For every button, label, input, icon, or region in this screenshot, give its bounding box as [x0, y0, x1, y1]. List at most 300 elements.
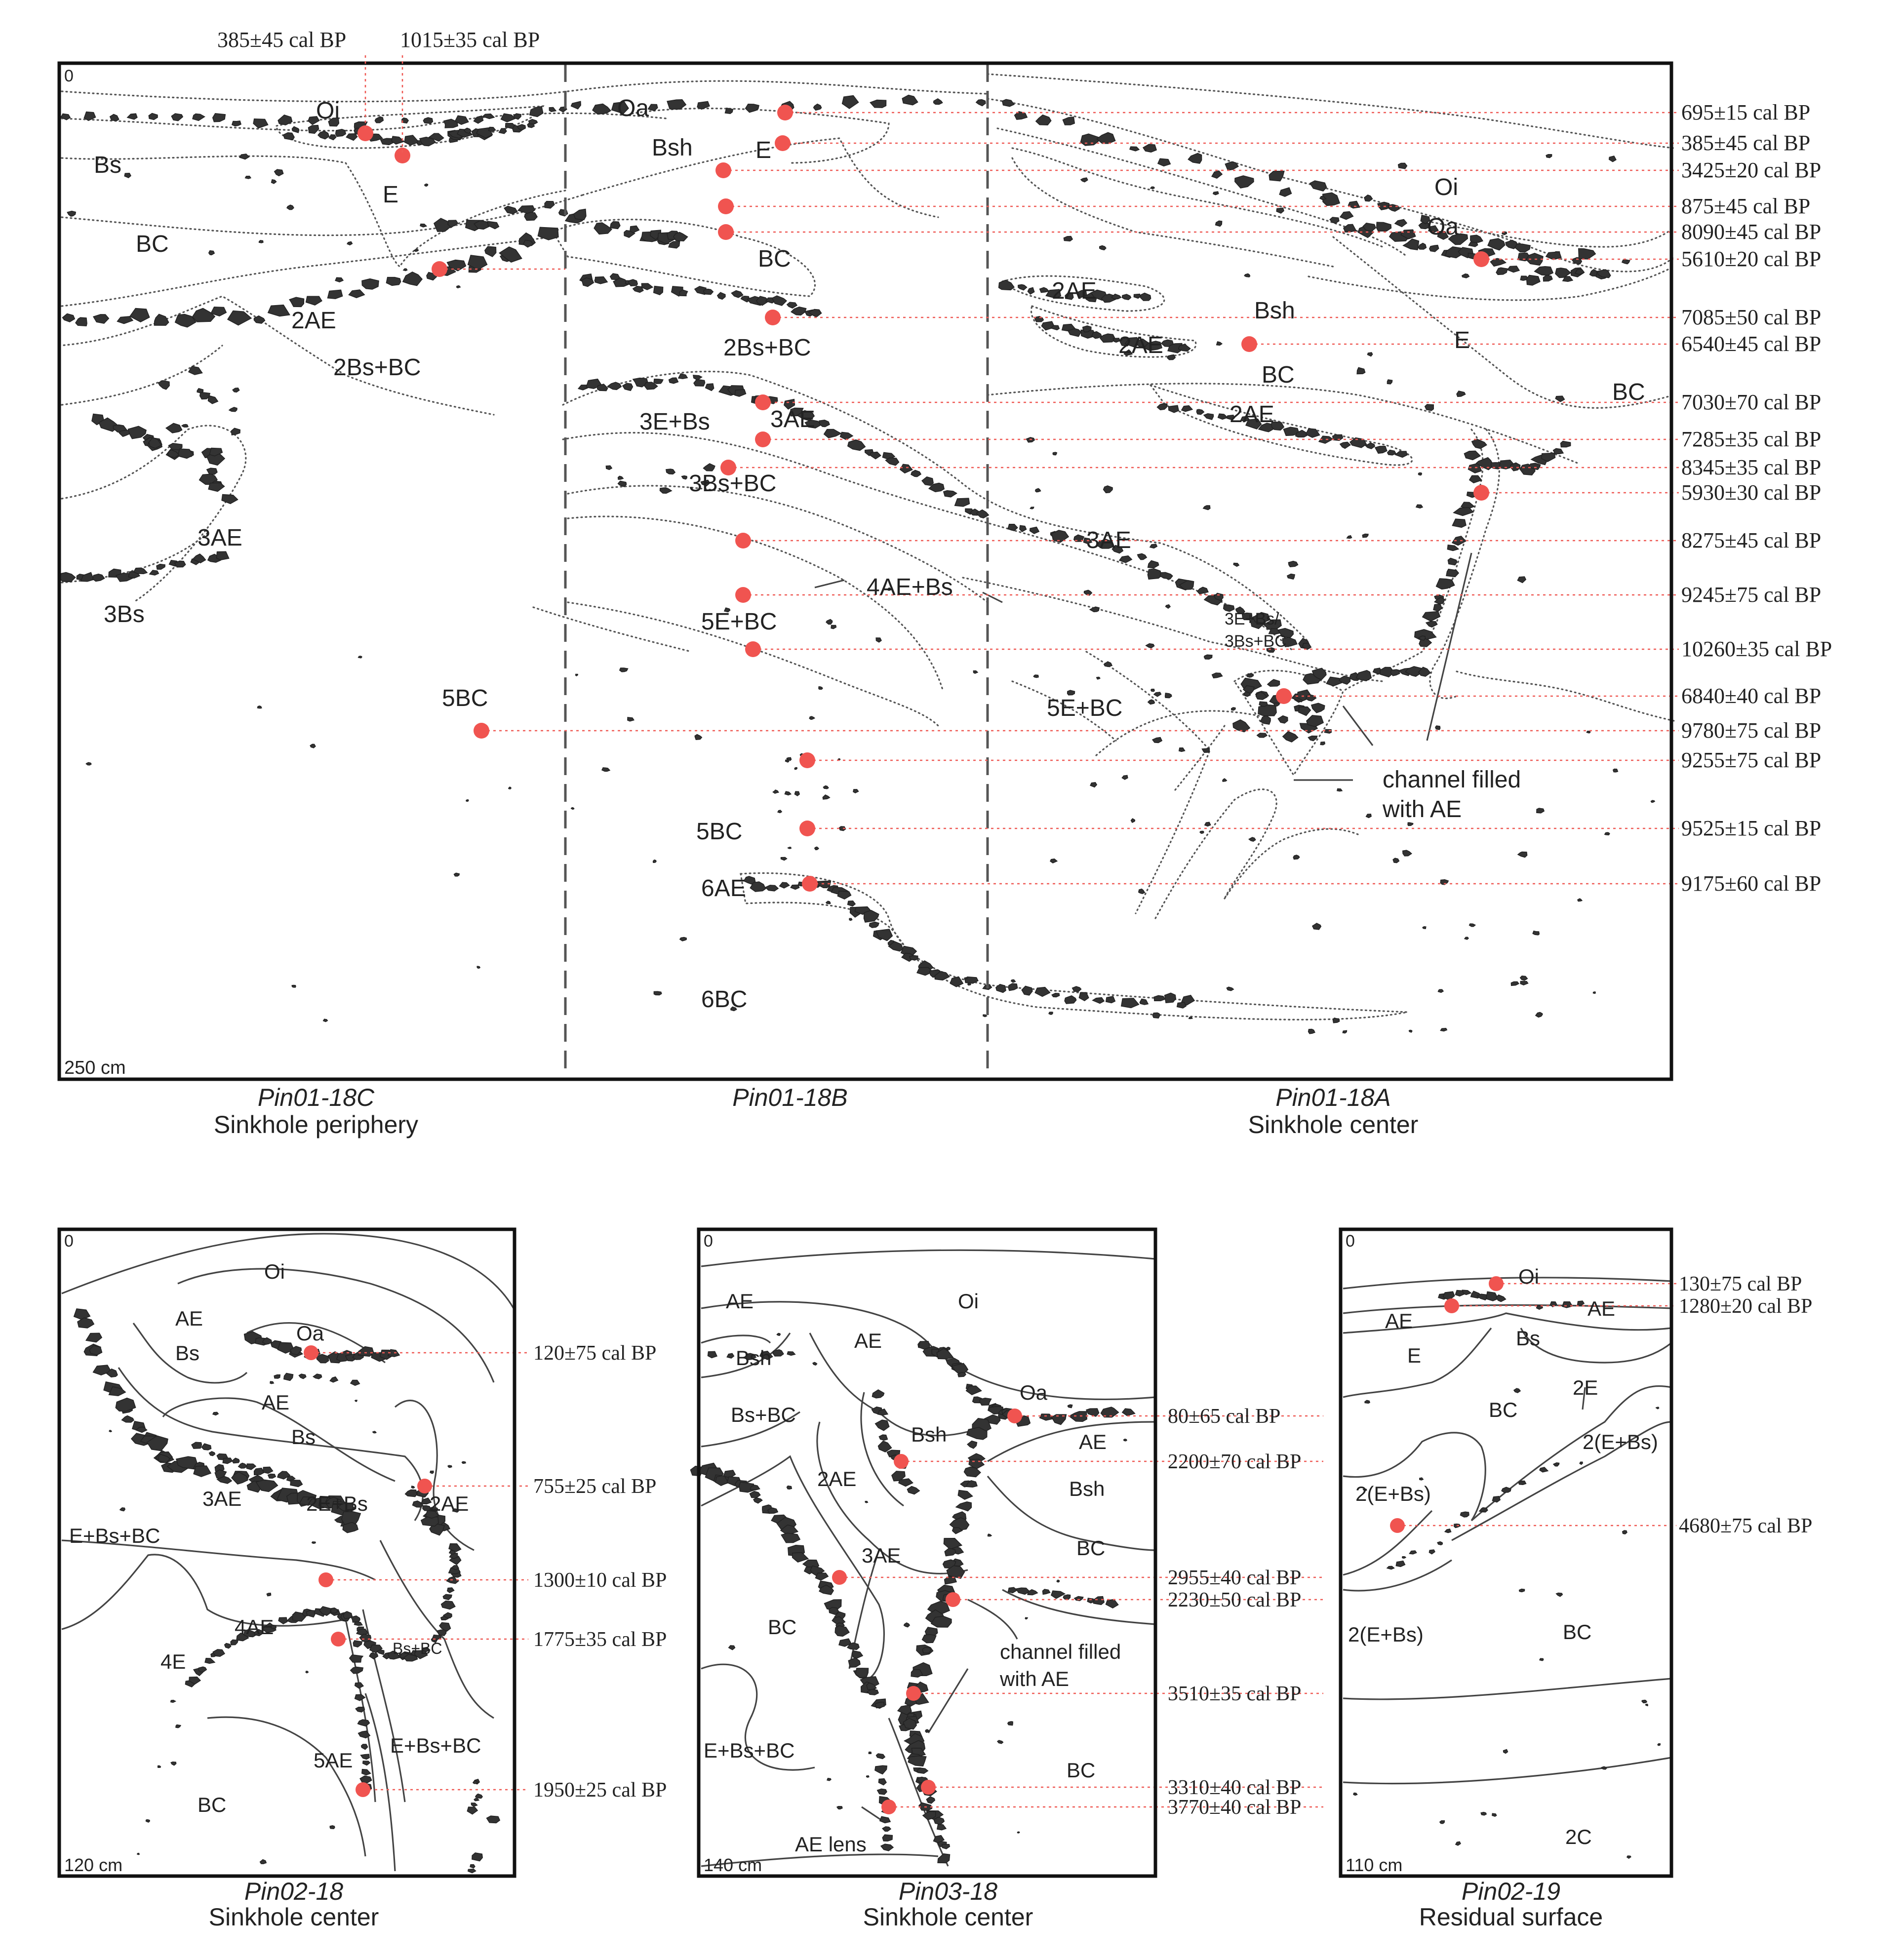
stone [1130, 147, 1139, 151]
sample-point [832, 1570, 847, 1585]
stone [1344, 224, 1356, 232]
stone [973, 671, 978, 673]
stone [1072, 986, 1081, 991]
stone [628, 717, 634, 721]
sample-point [946, 1592, 960, 1607]
horizon-label: Bs+BC [731, 1403, 796, 1426]
pin02-18-frame [59, 1229, 515, 1876]
stone [1052, 993, 1059, 997]
horizon-label: 2AE [291, 308, 336, 334]
stone [1216, 221, 1222, 226]
horizon-label: E+Bs+BC [69, 1524, 160, 1547]
stone [93, 574, 105, 582]
stone [474, 1798, 479, 1801]
stone [1457, 391, 1466, 396]
horizon-label: Oi [316, 98, 340, 124]
stone [908, 1756, 926, 1766]
stone [867, 1776, 869, 1778]
stone [1515, 244, 1530, 252]
stone [76, 317, 87, 326]
stone [780, 882, 790, 888]
stone [229, 407, 237, 412]
stone [852, 1651, 863, 1658]
stone [361, 1754, 370, 1759]
panel-pin02-19 [1341, 1229, 1812, 1931]
stone [1299, 707, 1310, 716]
stone [669, 241, 680, 248]
stone [356, 1707, 364, 1712]
date-label: 7030±70 cal BP [1681, 390, 1822, 414]
stone [468, 1869, 476, 1873]
date-label: 8275±45 cal BP [1681, 528, 1822, 552]
stone [976, 100, 986, 106]
stone [346, 134, 357, 141]
sample-point [775, 135, 791, 151]
stone [425, 184, 428, 186]
stone [1642, 1700, 1647, 1703]
stone [1244, 274, 1250, 277]
stone [158, 1765, 161, 1767]
sample-point [881, 1800, 896, 1814]
stone [1196, 409, 1204, 415]
stone [423, 118, 433, 123]
sample-point [1473, 251, 1489, 267]
stone [377, 1650, 384, 1655]
sample-point [356, 1782, 370, 1797]
horizon-label: Bsh [736, 1346, 772, 1370]
sample-point [799, 752, 815, 768]
stone [349, 290, 364, 298]
stone [1090, 607, 1099, 612]
stone [1020, 525, 1027, 532]
stone [1217, 342, 1222, 345]
stone [1247, 674, 1254, 677]
stone [287, 205, 294, 209]
stone [290, 1480, 302, 1487]
stone [1593, 992, 1595, 994]
stone [781, 858, 787, 861]
sample-point [755, 394, 771, 410]
stone [870, 452, 881, 459]
stone [549, 108, 556, 112]
stone [362, 1769, 371, 1775]
stone [877, 1789, 887, 1794]
pin02-18-depth-bottom: 120 cm [64, 1855, 123, 1875]
channel-note-line2: with AE [1383, 796, 1462, 823]
stone [1011, 980, 1016, 982]
stone [331, 1608, 338, 1613]
stone [483, 114, 495, 119]
stone [1288, 561, 1298, 567]
stone [1269, 171, 1284, 181]
stone [1249, 837, 1255, 841]
horizon-label: 2AE [430, 1492, 469, 1515]
horizon-label: AE [175, 1307, 203, 1330]
stone [1008, 983, 1018, 990]
stone [1028, 1590, 1037, 1595]
stone [476, 1794, 482, 1799]
stone [842, 96, 859, 109]
stone [1464, 451, 1480, 460]
sample-point [318, 1572, 333, 1587]
stone [1447, 545, 1458, 551]
stone [1081, 134, 1099, 146]
stone [268, 305, 290, 316]
horizon-label: 2Bs+BC [723, 335, 811, 361]
stone [1068, 1405, 1072, 1408]
horizon-label: Oa [617, 95, 649, 121]
stone [1579, 249, 1596, 259]
stone [1519, 1481, 1526, 1485]
stone [213, 1649, 225, 1656]
stone [1154, 692, 1161, 697]
sample-point [718, 198, 734, 214]
horizon-label: 4E [160, 1650, 186, 1673]
stone [1463, 1290, 1471, 1294]
stone [299, 1374, 306, 1379]
stone [134, 568, 147, 574]
stone [934, 99, 943, 105]
stone [1469, 475, 1482, 483]
horizon-label: AE [1587, 1297, 1616, 1320]
pin03-18-horizon-labels [704, 1290, 1121, 1856]
horizon-label: 4AE [235, 1615, 274, 1639]
stone [826, 901, 831, 904]
stone [473, 1781, 477, 1784]
horizon-label: 2AE [1052, 278, 1097, 304]
stone [313, 1374, 321, 1379]
stone [1035, 987, 1050, 997]
horizon-label: 2AE [817, 1467, 857, 1490]
stone [750, 1491, 760, 1498]
stone [1488, 238, 1505, 250]
stone [1261, 715, 1270, 724]
stone [1456, 1841, 1461, 1845]
stone [284, 1373, 293, 1381]
horizon-label: 2Bs+BC [333, 354, 421, 381]
stone [529, 119, 538, 124]
stone [911, 470, 921, 477]
stone [1348, 201, 1359, 208]
stone [629, 279, 637, 286]
stone [208, 483, 224, 492]
stone [1063, 1595, 1070, 1600]
stone [1151, 689, 1154, 692]
stone [194, 1466, 211, 1477]
stone [466, 800, 469, 802]
date-label: 755±25 cal BP [533, 1475, 657, 1498]
stone [876, 1754, 885, 1759]
sample-point [921, 1780, 936, 1795]
sample-point [718, 224, 734, 240]
stone [1609, 156, 1616, 162]
stone [110, 115, 119, 121]
stone [1470, 235, 1483, 242]
stone [1068, 329, 1081, 337]
stone [1556, 1593, 1563, 1597]
stone [137, 1853, 139, 1855]
stone [814, 104, 822, 111]
stone [1043, 1589, 1050, 1594]
stone [902, 95, 918, 105]
top-depth-bottom: 250 cm [64, 1058, 126, 1078]
stone [1555, 396, 1564, 402]
date-label: 3425±20 cal BP [1681, 158, 1822, 182]
stone [1517, 577, 1526, 583]
stone [942, 1844, 950, 1849]
stone [403, 269, 407, 271]
stone [1540, 1467, 1548, 1472]
date-label: 5610±20 cal BP [1681, 247, 1822, 271]
stone [1148, 700, 1155, 704]
stone [922, 1647, 931, 1653]
sample-point [1473, 485, 1489, 501]
date-label: 875±45 cal BP [1681, 194, 1811, 218]
horizon-label: E [1407, 1344, 1422, 1367]
stone [1353, 1793, 1357, 1796]
stone [355, 1683, 363, 1688]
stone [669, 378, 678, 384]
stone [946, 1347, 950, 1350]
stone [1311, 703, 1325, 713]
horizon-label: AE [262, 1391, 290, 1414]
stone [1605, 832, 1610, 835]
horizon-label: 6BC [701, 986, 748, 1013]
stone [1365, 1400, 1370, 1403]
stone [950, 977, 963, 986]
stone [787, 302, 797, 308]
stone [870, 922, 879, 928]
stone [93, 314, 109, 323]
stone [1429, 1550, 1435, 1554]
stone [318, 131, 329, 139]
stone [729, 1646, 735, 1650]
stone [109, 1430, 112, 1432]
panel-pin03-18 [690, 1229, 1323, 1931]
horizon-label: 5AE [314, 1749, 353, 1772]
sample-point [735, 533, 751, 549]
stone [917, 1768, 928, 1773]
stone [679, 290, 687, 296]
stone [870, 100, 886, 108]
pin02-18-boundaries [62, 1234, 514, 1871]
stone [791, 307, 806, 315]
stone [78, 1318, 94, 1328]
stone [1658, 1744, 1661, 1746]
stone [485, 246, 496, 257]
stone [1375, 446, 1387, 454]
date-label: 10260±35 cal BP [1681, 637, 1832, 661]
stone [938, 1854, 950, 1863]
stone [1388, 380, 1392, 384]
horizon-label: AE [854, 1329, 882, 1352]
stone [247, 1464, 256, 1470]
stone [1486, 1292, 1498, 1301]
stone [1124, 1439, 1127, 1441]
stone [1492, 1496, 1500, 1502]
stone [355, 1622, 362, 1626]
stone [470, 1865, 475, 1868]
stone [63, 313, 75, 322]
stone [1235, 176, 1254, 188]
stone [826, 620, 833, 625]
stone [1197, 587, 1208, 594]
stone [232, 428, 240, 435]
pin03-18-date-labels [1168, 1405, 1301, 1819]
stone [171, 114, 183, 121]
horizon-label: 3E+Bs/ [1225, 610, 1279, 628]
stone [979, 1398, 991, 1406]
stone [869, 1752, 871, 1754]
pin02-19-code: Pin02-19 [1461, 1878, 1561, 1905]
horizon-label: 3Bs+BC [689, 470, 777, 497]
stone [1273, 703, 1279, 706]
stone [306, 1671, 308, 1673]
stone [404, 135, 419, 145]
stone [81, 573, 94, 582]
stone [900, 464, 912, 473]
stone [1030, 527, 1039, 534]
stone [328, 290, 343, 299]
stone [1438, 989, 1444, 992]
stone [1536, 1012, 1543, 1017]
horizon-label: BC [1563, 1620, 1592, 1644]
pin02-19-horizon-labels [1348, 1265, 1658, 1848]
stone [1362, 534, 1368, 538]
stone [330, 1377, 338, 1382]
stone [1310, 181, 1327, 191]
stone [837, 1806, 842, 1809]
stone [840, 432, 853, 439]
stone [1287, 574, 1295, 580]
stone [682, 476, 687, 479]
stone [875, 1420, 889, 1431]
horizon-label: 5E+BC [1047, 695, 1123, 721]
stone [228, 311, 251, 325]
stone [363, 1761, 370, 1765]
stone [1518, 852, 1527, 858]
stone [955, 498, 970, 507]
stone [1093, 998, 1104, 1004]
stone [968, 983, 971, 985]
date-label: 4680±75 cal BP [1679, 1515, 1813, 1537]
stone [1409, 1030, 1412, 1032]
stone [1090, 783, 1097, 787]
stone [154, 314, 168, 325]
stone [270, 1381, 274, 1384]
stone [602, 768, 610, 772]
stone [746, 104, 759, 113]
pin02-18-date-labels [533, 1342, 667, 1802]
sample-point [432, 261, 447, 277]
stone [454, 873, 460, 876]
stone [988, 1534, 992, 1536]
stone [1153, 1013, 1160, 1018]
stone [193, 309, 215, 322]
stone [209, 1451, 215, 1456]
stone [312, 1542, 316, 1543]
stone [411, 1486, 414, 1489]
date-label: 1775±35 cal BP [533, 1628, 667, 1651]
stone [853, 789, 859, 793]
date-label: 9525±15 cal BP [1681, 816, 1822, 840]
stone [477, 966, 480, 968]
stone [1504, 1750, 1508, 1754]
stone [1227, 987, 1233, 991]
stone [1231, 707, 1235, 710]
stone [872, 1390, 884, 1398]
stone [201, 1444, 211, 1450]
stone [344, 1611, 353, 1619]
stone [1165, 693, 1172, 698]
stone [146, 1820, 150, 1822]
stone [441, 1601, 455, 1609]
stone [1546, 155, 1551, 158]
stone [373, 1431, 376, 1433]
stone [1148, 569, 1161, 579]
stone [1622, 260, 1630, 264]
stone [653, 860, 656, 863]
stone [1097, 677, 1100, 679]
stone [487, 221, 499, 229]
horizon-label: 5BC [442, 685, 488, 711]
stone [353, 1641, 362, 1647]
stone [1540, 1658, 1544, 1661]
stone [1035, 488, 1041, 492]
date-label: 7085±50 cal BP [1681, 305, 1822, 329]
stone [1627, 1856, 1631, 1858]
stone [1546, 252, 1561, 260]
stone [1258, 705, 1276, 716]
stone [1409, 1551, 1416, 1554]
stone [1212, 171, 1222, 178]
stone [1553, 1463, 1559, 1466]
stone [351, 1380, 359, 1386]
stone [727, 1353, 734, 1358]
stone [1514, 1388, 1520, 1393]
stone [875, 1765, 887, 1774]
stone [1166, 605, 1170, 608]
stone [731, 291, 743, 298]
stone [607, 382, 621, 390]
stone [1202, 748, 1210, 753]
stone [704, 289, 713, 294]
stone [223, 1458, 233, 1464]
top-depth-top: 0 [64, 67, 74, 85]
stone [594, 223, 612, 234]
date-label: 1300±10 cal BP [533, 1569, 667, 1592]
pin02-18-depth-top: 0 [64, 1232, 74, 1251]
stone [213, 1412, 218, 1415]
sample-point [331, 1632, 346, 1646]
stone [641, 283, 652, 290]
stone [1148, 561, 1159, 568]
stone [785, 791, 791, 795]
stone [1188, 153, 1201, 163]
stone [1143, 144, 1156, 152]
section-code: Pin01-18B [732, 1084, 848, 1111]
horizon-label: AE lens [795, 1833, 867, 1856]
sample-point [1390, 1518, 1405, 1533]
stone [1350, 438, 1366, 448]
stone [59, 572, 76, 582]
stone [778, 810, 782, 813]
stone [545, 201, 555, 208]
date-label: 80±65 cal BP [1168, 1405, 1281, 1428]
sample-point [1276, 688, 1292, 704]
stone [1259, 702, 1268, 706]
horizon-label: E [383, 182, 399, 208]
